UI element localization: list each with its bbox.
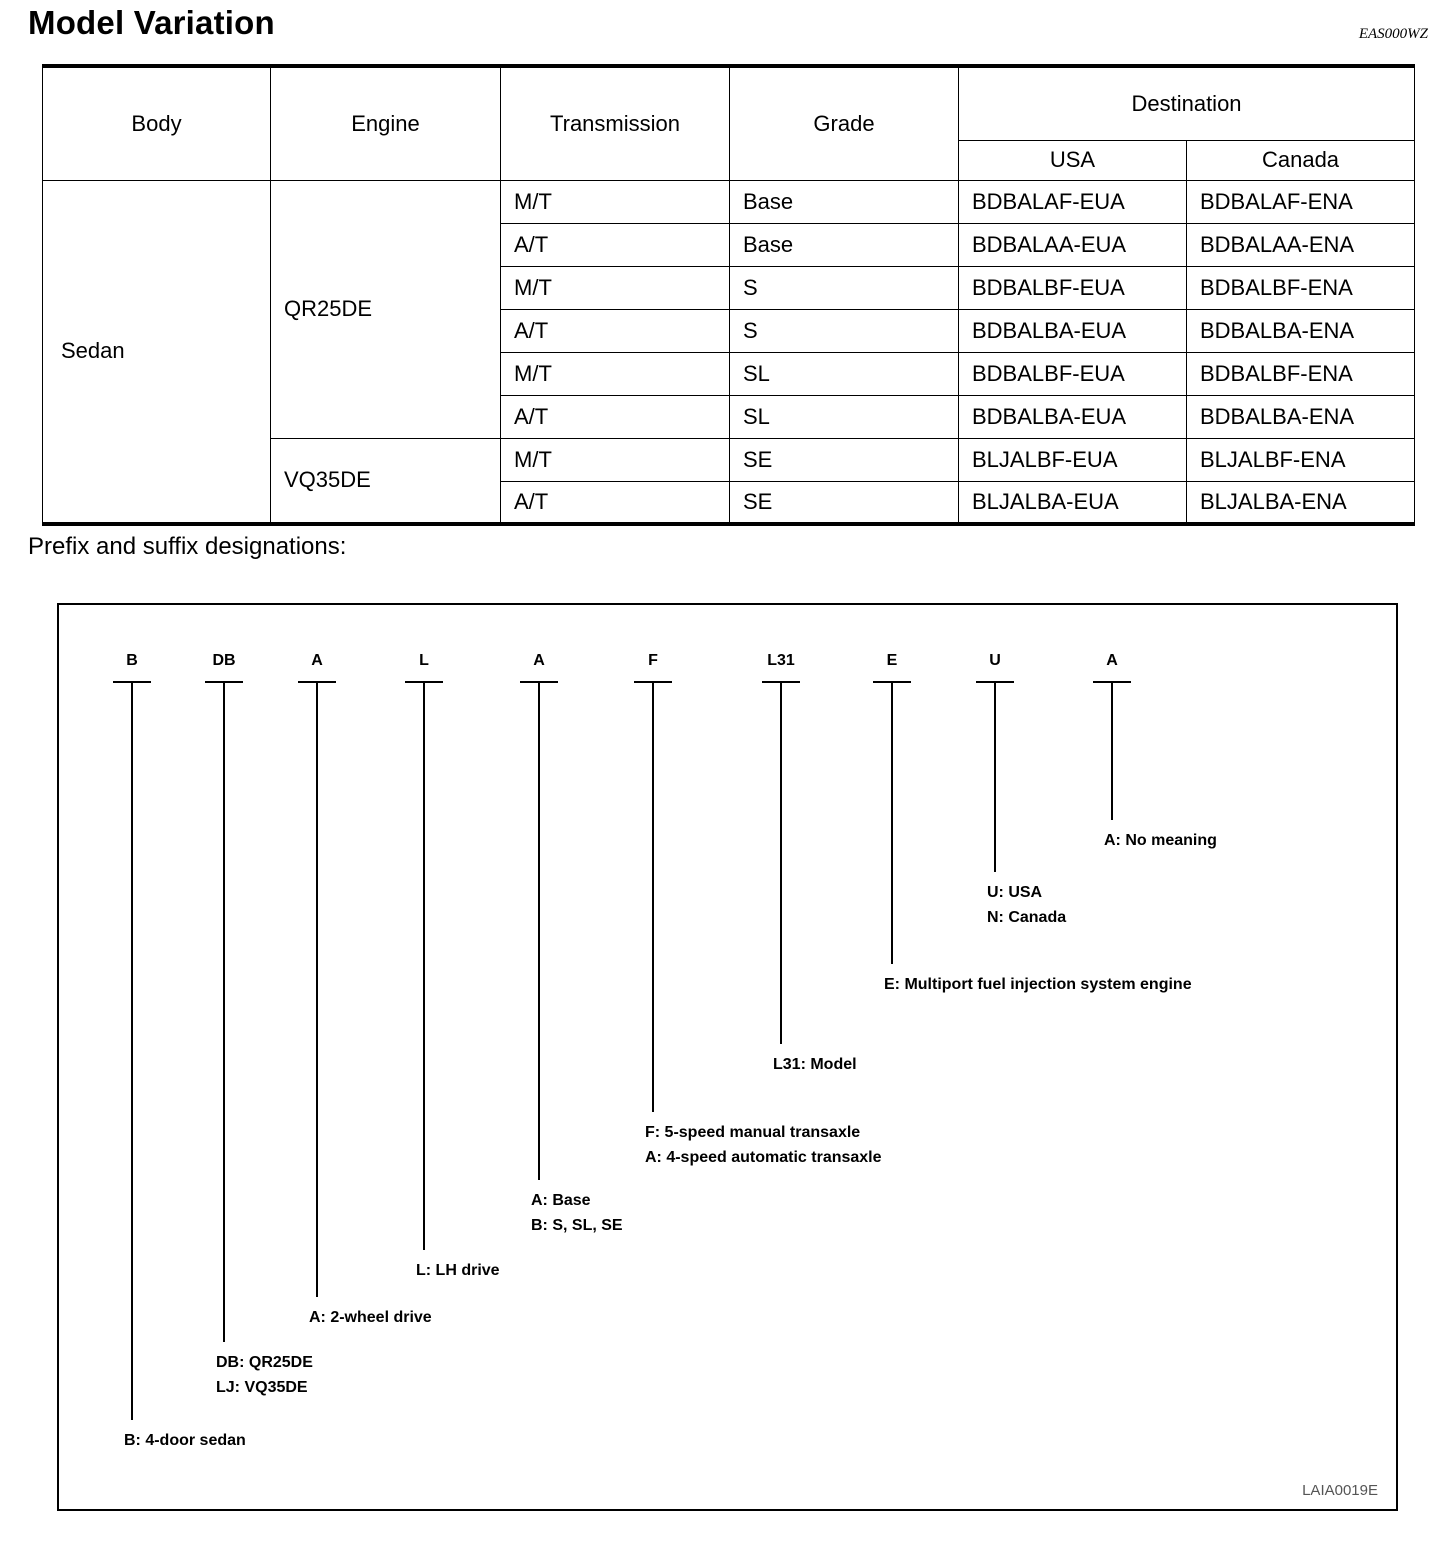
code-description-line: N: Canada <box>987 909 1067 926</box>
grade-cell: SL <box>730 395 959 438</box>
col-header-usa: USA <box>959 140 1187 180</box>
code-leader-line <box>1111 682 1113 820</box>
code-description-line: A: No meaning <box>1104 832 1217 849</box>
code-description-line: A: 2-wheel drive <box>309 1309 432 1326</box>
code-leader-line <box>223 682 225 1342</box>
engine-cell: VQ35DE <box>271 438 501 524</box>
grade-cell: SE <box>730 438 959 481</box>
canada-code-cell: BLJALBF-ENA <box>1187 438 1415 481</box>
code-description-line: A: 4-speed automatic transaxle <box>645 1149 882 1166</box>
code-description <box>531 1188 623 1238</box>
code-letter: A <box>1106 652 1118 669</box>
doc-reference-code: EAS000WZ <box>1358 26 1428 42</box>
code-description <box>416 1258 500 1283</box>
code-letter: U <box>989 652 1001 669</box>
transmission-cell: A/T <box>501 395 730 438</box>
code-description-line: L31: Model <box>773 1056 857 1073</box>
col-header-transmission: Transmission <box>501 66 730 180</box>
code-description-line: A: Base <box>531 1192 591 1209</box>
code-leader-line <box>423 682 425 1250</box>
code-description <box>773 1052 857 1077</box>
code-letter: E <box>886 652 898 669</box>
canada-code-cell: BDBALBF-ENA <box>1187 352 1415 395</box>
figure-reference-code: LAIA0019E <box>1302 1482 1378 1499</box>
code-description <box>1104 828 1217 853</box>
transmission-cell: M/T <box>501 180 730 223</box>
code-leader-line <box>316 682 318 1297</box>
usa-code-cell: BDBALAA-EUA <box>959 223 1187 266</box>
code-leader-line <box>780 682 782 1044</box>
canada-code-cell: BLJALBA-ENA <box>1187 481 1415 524</box>
code-letter: B <box>126 652 138 669</box>
canada-code-cell: BDBALBA-ENA <box>1187 309 1415 352</box>
model-variation-table-wrap <box>42 64 1415 526</box>
usa-code-cell: BDBALBF-EUA <box>959 266 1187 309</box>
canada-code-cell: BDBALBA-ENA <box>1187 395 1415 438</box>
code-leader-line <box>891 682 893 964</box>
usa-code-cell: BLJALBA-EUA <box>959 481 1187 524</box>
code-letter: L <box>419 652 429 669</box>
header-row-1 <box>43 66 1415 140</box>
code-description-line: B: 4-door sedan <box>124 1432 246 1449</box>
code-description <box>124 1428 246 1453</box>
usa-code-cell: BDBALBA-EUA <box>959 395 1187 438</box>
code-leader-line <box>652 682 654 1112</box>
col-header-canada: Canada <box>1187 140 1415 180</box>
prefix-suffix-diagram <box>57 603 1398 1511</box>
code-leader-line <box>131 682 133 1420</box>
code-description-line: LJ: VQ35DE <box>216 1379 308 1396</box>
code-description-line: B: S, SL, SE <box>531 1217 623 1234</box>
canada-code-cell: BDBALBF-ENA <box>1187 266 1415 309</box>
code-description-line: F: 5-speed manual transaxle <box>645 1124 861 1141</box>
code-description <box>309 1305 432 1330</box>
page-title: Model Variation <box>28 4 275 41</box>
code-description-line: L: LH drive <box>416 1262 500 1279</box>
code-description-line: E: Multiport fuel injection system engine <box>884 976 1192 993</box>
code-letter: DB <box>212 652 236 669</box>
code-description <box>987 880 1066 930</box>
transmission-cell: A/T <box>501 223 730 266</box>
transmission-cell: M/T <box>501 438 730 481</box>
canada-code-cell: BDBALAA-ENA <box>1187 223 1415 266</box>
usa-code-cell: BDBALBF-EUA <box>959 352 1187 395</box>
code-leader-line <box>994 682 996 872</box>
col-header-grade: Grade <box>730 66 959 180</box>
grade-cell: SL <box>730 352 959 395</box>
transmission-cell: A/T <box>501 309 730 352</box>
code-letter: L31 <box>767 652 795 669</box>
model-variation-table <box>42 64 1415 526</box>
body-cell: Sedan <box>43 180 271 524</box>
col-header-destination: Destination <box>959 66 1415 140</box>
code-letter: F <box>648 652 658 669</box>
grade-cell: Base <box>730 180 959 223</box>
prefix-suffix-heading: Prefix and suffix designations: <box>28 533 347 560</box>
grade-cell: Base <box>730 223 959 266</box>
grade-cell: S <box>730 266 959 309</box>
code-description <box>645 1120 882 1170</box>
transmission-cell: A/T <box>501 481 730 524</box>
code-description-line: U: USA <box>987 884 1043 901</box>
code-description <box>884 972 1192 997</box>
usa-code-cell: BDBALAF-EUA <box>959 180 1187 223</box>
col-header-engine: Engine <box>271 66 501 180</box>
engine-cell: QR25DE <box>271 180 501 438</box>
usa-code-cell: BLJALBF-EUA <box>959 438 1187 481</box>
usa-code-cell: BDBALBA-EUA <box>959 309 1187 352</box>
transmission-cell: M/T <box>501 352 730 395</box>
code-leader-line <box>538 682 540 1180</box>
code-letter: A <box>311 652 323 669</box>
transmission-cell: M/T <box>501 266 730 309</box>
code-letter: A <box>533 652 545 669</box>
table-row <box>43 180 1415 223</box>
grade-cell: SE <box>730 481 959 524</box>
col-header-body: Body <box>43 66 271 180</box>
canada-code-cell: BDBALAF-ENA <box>1187 180 1415 223</box>
code-description <box>216 1350 313 1400</box>
grade-cell: S <box>730 309 959 352</box>
code-description-line: DB: QR25DE <box>216 1354 313 1371</box>
